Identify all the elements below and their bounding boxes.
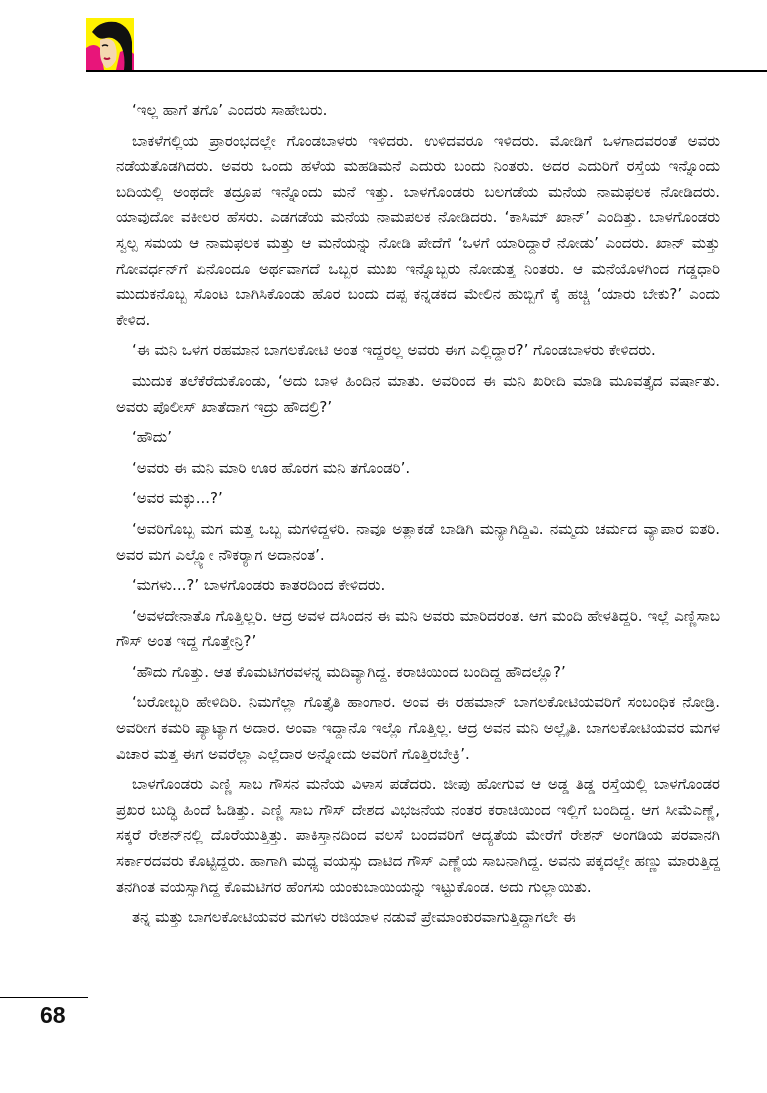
paragraph: ‘ಅವರು ಈ ಮನಿ ಮಾರಿ ಊರ ಹೊರಗ ಮನಿ ತಗೊಂಡರಿ’. [132,458,411,477]
paragraph: ‘ಅವರಿಗೊಬ್ಬ ಮಗ ಮತ್ತ ಒಬ್ಬ ಮಗಳಿದ್ದಳರಿ. ನಾವೂ ಅತ್ಲಾಕಡೆ ಬಾಡಿಗಿ ಮನ್ಯಾಗಿದ್ದಿವಿ. ನಮ್ಮದು ಚರ್ಮದ ವ್ಯಾಪಾರ ಐತರಿ. ಅವರ ಮಗ ಎಲ್ಲ್ಯೋ ನೌಕರ್‍ಯಾಗ ಅದಾನಂತ’. [116,519,720,564]
paragraph: ‘ಹೌದು’ [132,428,172,447]
paragraph: ‘ಅವರ ಮಕ್ಳು...?’ [132,489,223,508]
footer-rule [0,997,88,998]
page-number: 68 [40,1002,66,1028]
paragraph: ‘ಅವಳದೇನಾತೊ ಗೊತ್ತಿಲ್ಲರಿ. ಆದ್ರ ಅವಳ ದಸಿಂದನ ಈ ಮನಿ ಅವರು ಮಾರಿದರಂತ. ಆಗ ಮಂದಿ ಹೇಳತಿದ್ದರಿ. ಇಲ್ಲೆ ಎಣ್ಣಿಸಾಬ ಗೌಸ್ ಅಂತ ಇದ್ದ ಗೊತ್ತೇನ್ರಿ?’ [116,606,720,651]
paragraph: ‘ಮಗಳು...?’ ಬಾಳಗೊಂಡರು ಕಾತರದಿಂದ ಕೇಳಿದರು. [132,576,386,595]
paragraph: ತನ್ನ ಮತ್ತು ಬಾಗಲಕೋಟಿಯವರ ಮಗಳು ರಜಿಯಾಳ ನಡುವೆ ಪ್ರೇಮಾಂಕುರವಾಗುತ್ತಿದ್ದಾಗಲೇ ಈ [132,908,576,927]
paragraph: ‘ಬರೋಬ್ಬರಿ ಹೇಳಿದಿರಿ. ನಿಮಗೆಲ್ಲಾ ಗೊತ್ತೈತಿ ಹಾಂಗಾರ. ಅಂವ ಈ ರಹಮಾನ್ ಬಾಗಲಕೋಟಿಯವರಿಗೆ ಸಂಬಂಧಿಕ ನೋಡ್ರಿ. ಅವರೀಗ ಕಮರಿ ಪ್ಯಾಟ್ಯಾಗ ಅದಾರ. ಅಂವಾ ಇದ್ದಾನೊ ಇಲ್ಲೊ ಗೊತ್ತಿಲ್ಲ. ಆದ್ರ ಅವನ ಮನಿ ಅಲ್ಲೈತಿ. ಬಾಗಲಕೋಟಿಯವರ ಮಗಳ ವಿಚಾರ ಮತ್ತ ಈಗ ಅವರೆಲ್ಲಾ ಎಲ್ಲೆದಾರ ಅನ್ನೋದು ಅವರಿಗೆ ಗೊತ್ತಿರಬೇಕ್ರಿ’. [116,693,720,763]
paragraph: ಬಾಳಗೊಂಡರು ಎಣ್ಣಿ ಸಾಬ ಗೌಸನ ಮನೆಯ ವಿಳಾಸ ಪಡೆದರು. ಜೀಪು ಹೋಗುವ ಆ ಅಡ್ಡ ತಿಡ್ಡ ರಸ್ತೆಯಲ್ಲಿ ಬಾಳಗೊಂಡರ ಪ್ರಖರ ಬುದ್ಧಿ ಹಿಂದೆ ಓಡಿತ್ತು. ಎಣ್ಣಿ ಸಾಬ ಗೌಸ್ ದೇಶದ ವಿಭಜನೆಯ ನಂತರ ಕರಾಚಿಯಿಂದ ಇಲ್ಲಿಗೆ ಬಂದಿದ್ದ. ಆಗ ಸೀಮೆಎಣ್ಣೆ, ಸಕ್ಕರೆ ರೇಶನ್‌ನಲ್ಲಿ ದೊರೆಯುತ್ತಿತ್ತು. ಪಾಕಿಸ್ತಾನದಿಂದ ವಲಸೆ ಬಂದವರಿಗೆ ಆದ್ಯತೆಯ ಮೇರೆಗೆ ರೇಶನ್ ಅಂಗಡಿಯ ಪರವಾನಗಿ ಸರ್ಕಾರದವರು ಕೊಟ್ಟಿದ್ದರು. ಹಾಗಾಗಿ ಮಧ್ಯ ವಯಸ್ಸು ದಾಟಿದ ಗೌಸ್ ಎಣ್ಣೆಯ ಸಾಬನಾಗಿದ್ದ. ಅವನು ಪಕ್ಕದಲ್ಲೇ ಹಣ್ಣು ಮಾರುತ್ತಿದ್ದ ತನಗಿಂತ ವಯಸ್ಸಾಗಿದ್ದ ಕೊಮಟಿಗರ ಹೆಂಗಸು ಯಂಕುಬಾಯಿಯನ್ನು ಇಟ್ಟುಕೊಂಡ. ಅದು ಗುಲ್ಲಾಯಿತು. [116,775,720,896]
story-text [116,98,720,936]
paragraph: ಬಾಕಳೆಗಲ್ಲಿಯ ಪ್ರಾರಂಭದಲ್ಲೇ ಗೊಂಡಬಾಳರು ಇಳಿದರು. ಉಳಿದವರೂ ಇಳಿದರು. ಮೋಡಿಗೆ ಒಳಗಾದವರಂತೆ ಅವರು ನಡೆಯತೊಡಗಿದರು. ಅವರು ಒಂದು ಹಳೆಯ ಮಹಡಿಮನೆ ಎದುರು ಬಂದು ನಿಂತರು. ಅದರ ಎದುರಿಗೆ ರಸ್ತೆಯ ಇನ್ನೊಂದು ಬದಿಯಲ್ಲಿ ಅಂಥದೇ ತದ್ರೂಪ ಇನ್ನೊಂದು ಮನೆ ಇತ್ತು. ಬಾಳಗೊಂಡರು ಬಲಗಡೆಯ ಮನೆಯ ನಾಮಫಲಕ ನೋಡಿದರು. ಯಾವುದೋ ವಕೀಲರ ಹೆಸರು. ಎಡಗಡೆಯ ಮನೆಯ ನಾಮಪಲಕ ನೋಡಿದರು. ‘ಕಾಸಿಮ್ ಖಾನ್’ ಎಂದಿತ್ತು. ಬಾಳಗೊಂಡರು ಸ್ವಲ್ಪ ಸಮಯ ಆ ನಾಮಫಲಕ ಮತ್ತು ಆ ಮನೆಯನ್ನು ನೋಡಿ ಪೇದೆಗೆ ‘ಒಳಗೆ ಯಾರಿದ್ದಾರೆ ನೋಡು’ ಎಂದರು. ಖಾನ್ ಮತ್ತು ಗೋವರ್ಧನ್‌ಗೆ ಏನೊಂದೂ ಅರ್ಥವಾಗದೆ ಒಬ್ಬರ ಮುಖ ಇನ್ನೊಬ್ಬರು ನೋಡುತ್ತ ನಿಂತರು. ಆ ಮನೆಯೊಳಗಿಂದ ಗಡ್ಡಧಾರಿ ಮುದುಕನೊಬ್ಬ ಸೊಂಟ ಬಾಗಿಸಿಕೊಂಡು ಹೊರ ಬಂದು ದಪ್ಪ ಕನ್ನಡಕದ ಮೇಲಿನ ಹುಬ್ಬಿಗೆ ಕೈ ಹಚ್ಚಿ ‘ಯಾರು ಬೇಕು?’ ಎಂದು ಕೇಳಿದ. [116,131,720,329]
paragraph: ‘ಇಲ್ಲ ಹಾಗೆ ತಗೊ’ ಎಂದರು ಸಾಹೇಬರು. [132,101,328,119]
paragraph: ಮುದುಕ ತಲೆಕೆರೆದುಕೊಂಡು, ‘ಅದು ಬಾಳ ಹಿಂದಿನ ಮಾತು. ಅವರಿಂದ ಈ ಮನಿ ಖರೀದಿ ಮಾಡಿ ಮೂವತ್ತೈದ ವರ್ಷಾತು. ಅವರು ಪೊಲೀಸ್ ಖಾತೆದಾಗ ಇದ್ರು ಹೌದಲ್ರಿ?’ [116,371,720,416]
header-rule [86,70,767,72]
paragraph: ‘ಈ ಮನಿ ಒಳಗ ರಹಮಾನ ಬಾಗಲಕೋಟಿ ಅಂತ ಇದ್ದರಲ್ಲ ಅವರು ಈಗ ಎಲ್ಲಿದ್ದಾರ?’ ಗೊಂಡಬಾಳರು ಕೇಳಿದರು. [132,341,656,360]
woman-face-logo-icon [86,18,134,70]
paragraph: ‘ಹೌದು ಗೊತ್ತು. ಆತ ಕೊಮಟಿಗರವಳನ್ನ ಮದಿವ್ಯಾಗಿದ್ದ. ಕರಾಚಿಯಿಂದ ಬಂದಿದ್ದ ಹೌದಲ್ಲೊ?’ [132,662,566,681]
